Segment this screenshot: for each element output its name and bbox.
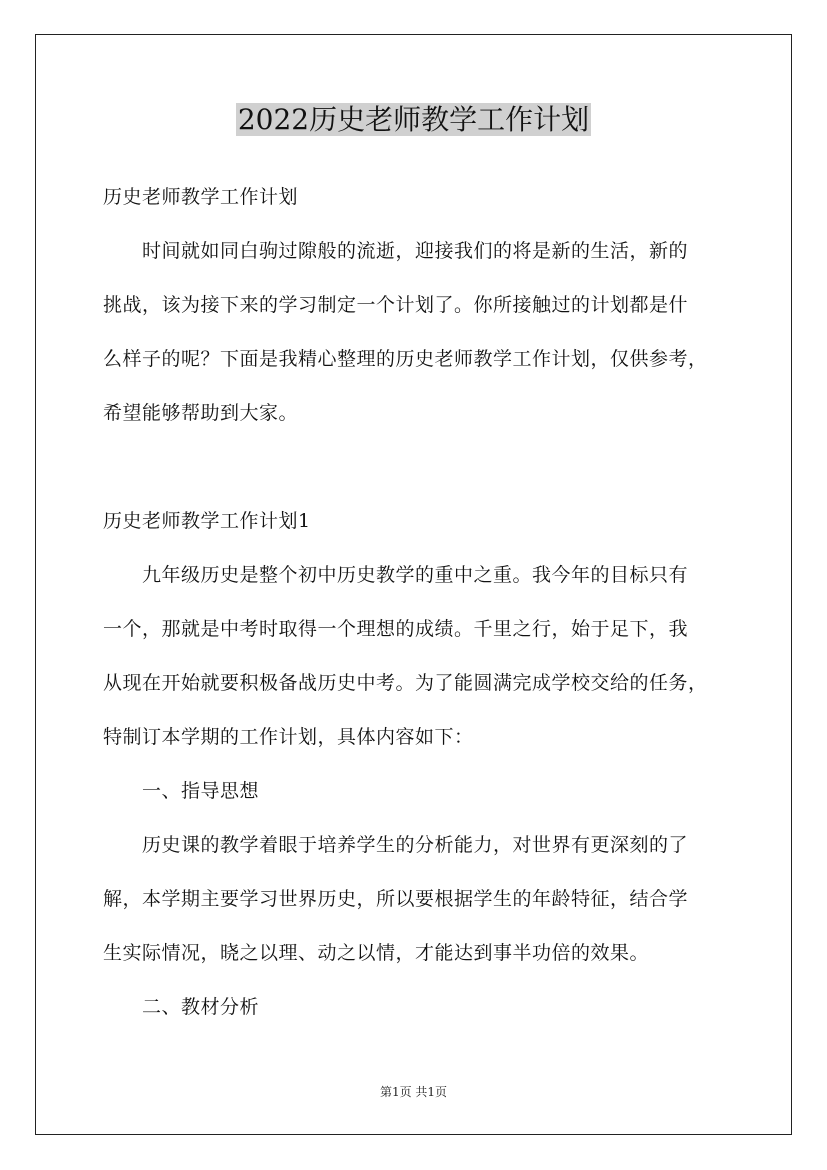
text-line: 特制订本学期的工作计划，具体内容如下： xyxy=(103,726,474,748)
text-line: 时间就如同白驹过隙般的流逝，迎接我们的将是新的生活，新的 xyxy=(142,240,689,262)
paragraph-section-2-heading xyxy=(103,980,743,1034)
document-title xyxy=(0,100,827,140)
paragraph-subtitle xyxy=(103,170,743,224)
document-title-text: 2022历史老师教学工作计划 xyxy=(237,103,590,136)
paragraph-plan-heading xyxy=(103,494,743,548)
text-line: 生实际情况，晓之以理、动之以情，才能达到事半功倍的效果。 xyxy=(103,942,650,964)
paragraph-section-1-body xyxy=(103,818,743,980)
text-line: 历史老师教学工作计划 xyxy=(103,186,299,208)
text-line: 挑战，该为接下来的学习制定一个计划了。你所接触过的计划都是什 xyxy=(103,294,689,316)
paragraph-plan-intro xyxy=(103,548,743,764)
paragraph-section-1-heading xyxy=(103,764,743,818)
text-line: 希望能够帮助到大家。 xyxy=(103,402,299,424)
text-line: 历史课的教学着眼于培养学生的分析能力，对世界有更深刻的了 xyxy=(142,834,689,856)
page-footer: 第1页 共1页 xyxy=(379,1085,448,1099)
text-line: 么样子的呢？下面是我精心整理的历史老师教学工作计划，仅供参考， xyxy=(103,348,708,370)
text-line: 一、指导思想 xyxy=(142,780,260,802)
text-line: 历史老师教学工作计划1 xyxy=(103,510,311,532)
text-line: 解，本学期主要学习世界历史，所以要根据学生的年龄特征，结合学 xyxy=(103,888,689,910)
document-body xyxy=(103,170,743,1034)
text-line: 一个，那就是中考时取得一个理想的成绩。千里之行，始于足下，我 xyxy=(103,618,689,640)
text-line: 九年级历史是整个初中历史教学的重中之重。我今年的目标只有 xyxy=(142,564,689,586)
blank-line xyxy=(103,440,743,494)
text-line: 从现在开始就要积极备战历史中考。为了能圆满完成学校交给的任务， xyxy=(103,672,708,694)
text-line: 二、教材分析 xyxy=(142,996,260,1018)
paragraph-intro xyxy=(103,224,743,440)
